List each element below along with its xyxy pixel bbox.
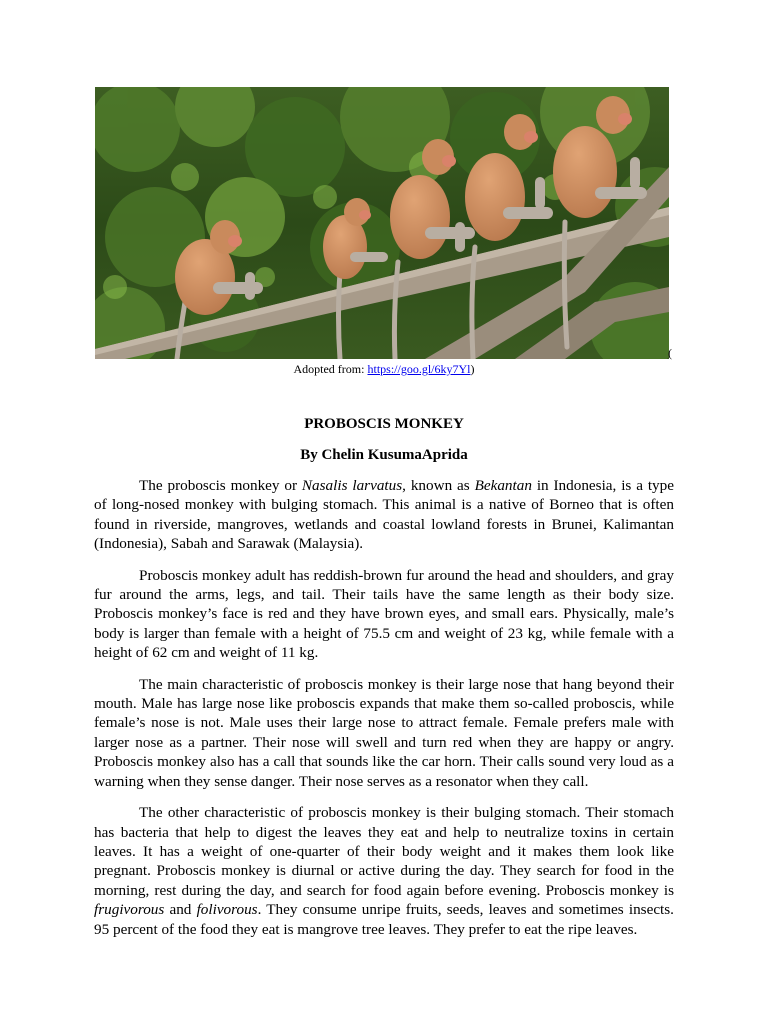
photo-caption	[0, 362, 768, 376]
paragraph-text: and	[164, 901, 197, 919]
caption-suffix: )	[470, 362, 475, 376]
paragraph	[94, 476, 674, 554]
italic-term: Bekantan	[474, 477, 532, 494]
paragraph-text: in Indonesia, is a type of long-nosed monkey with bulging stomach. This animal is a native of Borneo that is often found in riverside, mangroves, wetlands and coastal lowland forests in Brunei, Kalimantan (Indonesia), Sabah and Sarawak (Malaysia).	[94, 477, 674, 553]
paragraph-text: Proboscis monkey adult has reddish-brown fur around the head and shoulders, and gray fur around the arms, legs, and tail. Their tails have the same length as their body size. Proboscis monkey’s face is red and they have brown eyes, and small ears. Physically, male’s body is larger than female with a height of 75.5 cm and weight of 23 kg, while female with a height of 62 cm and weight of 11 kg.	[94, 566, 674, 662]
paragraph	[94, 675, 674, 791]
article-body	[94, 476, 674, 951]
paragraph	[94, 803, 674, 939]
italic-term: frugivorous	[94, 901, 165, 919]
paragraph-text: The other characteristic of proboscis monkey is their bulging stomach. Their stomach has bacteria that help to digest the leaves they eat and help to neutralize toxins in certain leaves. It has a weight of one-quarter of their body weight and it makes them look like pregnant. Proboscis monkey is diurnal or active during the day. They search for food in the morning, rest during the day, and search for food again before evening. Proboscis monkey is	[94, 804, 674, 899]
paragraph-text: The main characteristic of proboscis monkey is their large nose that hang beyond their mouth. Male has large nose like proboscis expands that make them so-called proboscis, while female’s nose is not. Male uses their large nose to attract female. Female prefers male with larger nose as a partner. Their nose will swell and turn red when they are happy or angry. Proboscis monkey also has a call that sounds like the car horn. Their calls sound very loud as a warning when they sense danger. Their nose serves as a resonator when they call.	[94, 675, 674, 790]
paragraph	[94, 566, 674, 663]
italic-term: Nasalis larvatus	[301, 477, 403, 494]
paragraph-text: , known as	[402, 477, 475, 494]
stray-parenthesis: (	[668, 346, 672, 360]
paragraph-text: The proboscis monkey or	[139, 477, 302, 494]
article-title: PROBOSCIS MONKEY	[304, 416, 464, 432]
caption-prefix: Adopted from:	[293, 362, 368, 376]
proboscis-monkey-photo	[95, 87, 669, 359]
paragraph-text: . They consume unripe fruits, seeds, leaves and sometimes insects. 95 percent of the food they eat is mangrove tree leaves. They prefer to eat the ripe leaves.	[94, 901, 674, 938]
author-byline: By Chelin KusumaAprida	[300, 447, 468, 463]
italic-term: folivorous	[196, 901, 258, 919]
source-link[interactable]: https://goo.gl/6ky7Yl	[367, 362, 471, 376]
